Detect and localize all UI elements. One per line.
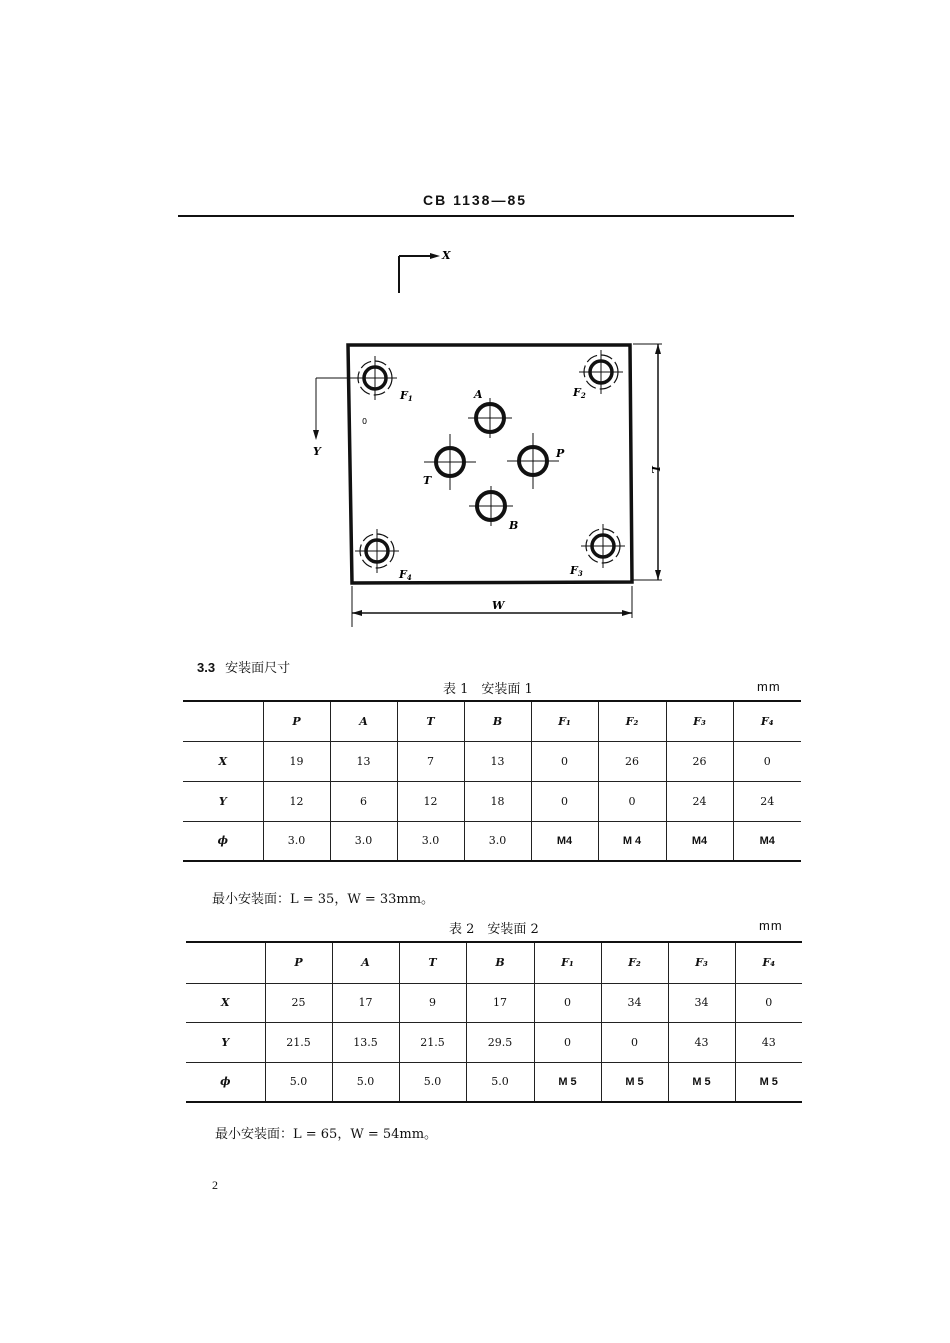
table-cell: 43 (668, 1022, 735, 1062)
table-cell: 29.5 (466, 1022, 534, 1062)
table-cell: 0 (534, 983, 601, 1022)
table2-note: 最小安装面：L = 65，W = 54mm。 (215, 1127, 438, 1142)
table-cell: 24 (733, 781, 801, 821)
table-cell: M4 (759, 834, 775, 847)
table-header-cell: F₃ (668, 942, 735, 983)
page-number: 2 (212, 1178, 218, 1192)
row-label: Y (186, 1022, 265, 1062)
table-cell: M 5 (534, 1062, 601, 1102)
table-header-cell: P (265, 942, 332, 983)
row-label: X (186, 983, 265, 1022)
fixing-hole-f4 (355, 529, 412, 582)
section-title: 安装面尺寸 (225, 661, 291, 676)
plate-outline (348, 345, 632, 583)
table-cell: 9 (399, 983, 466, 1022)
f3-label: F3 (570, 564, 583, 578)
table-cell: 3.0 (464, 821, 531, 861)
table-header-cell: T (399, 942, 466, 983)
table-header-cell: F₂ (598, 701, 666, 741)
fixing-hole-f2 (572, 350, 623, 400)
table-cell: M 5 (759, 1075, 778, 1088)
fixing-hole-f3 (569, 524, 625, 578)
table2-header-row (186, 942, 802, 983)
row-label: X (183, 741, 263, 781)
row-label: Y (183, 781, 263, 821)
table-cell: M4 (666, 821, 733, 861)
table2-unit: mm (759, 918, 783, 933)
table-cell: 34 (668, 983, 735, 1022)
table-cell: 5.0 (466, 1062, 534, 1102)
table-cell: 12 (263, 781, 330, 821)
table-header-cell: P (263, 701, 330, 741)
table-cell: 7 (397, 741, 464, 781)
table-header-cell: B (466, 942, 534, 983)
table1-caption: 表 1 安装面 1 (443, 682, 533, 697)
mounting-surface-drawing (0, 0, 950, 640)
table-cell: 34 (601, 983, 668, 1022)
table-cell: 0 (531, 741, 598, 781)
port-b-label: B (509, 519, 519, 532)
section-number: 3.3 (197, 660, 216, 675)
table-cell: 24 (666, 781, 733, 821)
f4-label: F4 (399, 568, 412, 582)
table-header-cell (183, 701, 263, 741)
table-header-cell: A (332, 942, 399, 983)
origin-label: 0 (362, 417, 368, 426)
table-cell: 0 (601, 1022, 668, 1062)
table2-caption: 表 2 安装面 2 (449, 922, 539, 937)
port-b (469, 486, 518, 532)
port-a-label: A (474, 388, 483, 401)
table-cell: 0 (733, 741, 801, 781)
table1 (183, 700, 801, 862)
table-cell: 6 (330, 781, 397, 821)
table-header-cell: T (397, 701, 464, 741)
table-row (183, 781, 801, 821)
document-code: CB 1138—85 (422, 192, 528, 208)
table-row (183, 821, 801, 861)
f2-label: F2 (573, 386, 586, 400)
table-cell: 21.5 (265, 1022, 332, 1062)
row-label: ϕ (186, 1062, 265, 1102)
table-cell: 17 (332, 983, 399, 1022)
table-cell: 13 (330, 741, 397, 781)
table-cell: 26 (598, 741, 666, 781)
port-p (507, 433, 565, 489)
dim-w-label: W (492, 599, 505, 612)
table-cell: 0 (735, 983, 802, 1022)
table-header-cell: B (464, 701, 531, 741)
table-cell: M 5 (668, 1062, 735, 1102)
dimension-w (352, 586, 632, 627)
table-cell: 19 (263, 741, 330, 781)
f1-label: F1 (400, 389, 413, 403)
table-header-cell: F₃ (666, 701, 733, 741)
port-t-label: T (423, 474, 432, 487)
table-cell: 13.5 (332, 1022, 399, 1062)
table1-unit: mm (757, 679, 781, 694)
table-cell: 3.0 (397, 821, 464, 861)
axis-x-label: X (442, 249, 451, 262)
section-heading (197, 657, 290, 676)
table-header-cell: F₄ (735, 942, 802, 983)
row-label: ϕ (183, 821, 263, 861)
table-header-cell (186, 942, 265, 983)
table-cell: 17 (466, 983, 534, 1022)
axis-y-label: Y (313, 445, 321, 458)
port-t (423, 434, 476, 490)
table-row (186, 983, 802, 1022)
table-cell: 12 (397, 781, 464, 821)
table-cell: 43 (735, 1022, 802, 1062)
table-cell: 18 (464, 781, 531, 821)
table-cell: 25 (265, 983, 332, 1022)
table-cell: 3.0 (263, 821, 330, 861)
table-cell: 0 (531, 781, 598, 821)
table-row (183, 741, 801, 781)
table-cell: 26 (666, 741, 733, 781)
axis-indicator (399, 249, 451, 293)
table1-header-row (183, 701, 801, 741)
dimension-l (633, 344, 662, 580)
table-row (186, 1062, 802, 1102)
table-header-cell: F₄ (733, 701, 801, 741)
table-cell: 5.0 (332, 1062, 399, 1102)
table-cell: 13 (464, 741, 531, 781)
table-cell: 21.5 (399, 1022, 466, 1062)
table-header-cell: F₁ (531, 701, 598, 741)
table-header-cell: F₂ (601, 942, 668, 983)
port-a (468, 388, 512, 438)
table-cell: M 5 (601, 1062, 668, 1102)
fixing-hole-f1 (353, 356, 413, 403)
table-row (186, 1022, 802, 1062)
table-cell: 5.0 (399, 1062, 466, 1102)
table-cell: M 4 (598, 821, 666, 861)
table-cell: M4 (531, 821, 598, 861)
table2 (186, 941, 802, 1103)
dim-l-label: L (649, 466, 662, 474)
table-cell: 0 (598, 781, 666, 821)
port-p-label: P (556, 447, 565, 460)
table-cell: 3.0 (330, 821, 397, 861)
table-cell: 5.0 (265, 1062, 332, 1102)
table-header-cell: A (330, 701, 397, 741)
table-cell: 0 (534, 1022, 601, 1062)
table1-note: 最小安装面：L = 35，W = 33mm。 (212, 892, 435, 907)
table-header-cell: F₁ (534, 942, 601, 983)
